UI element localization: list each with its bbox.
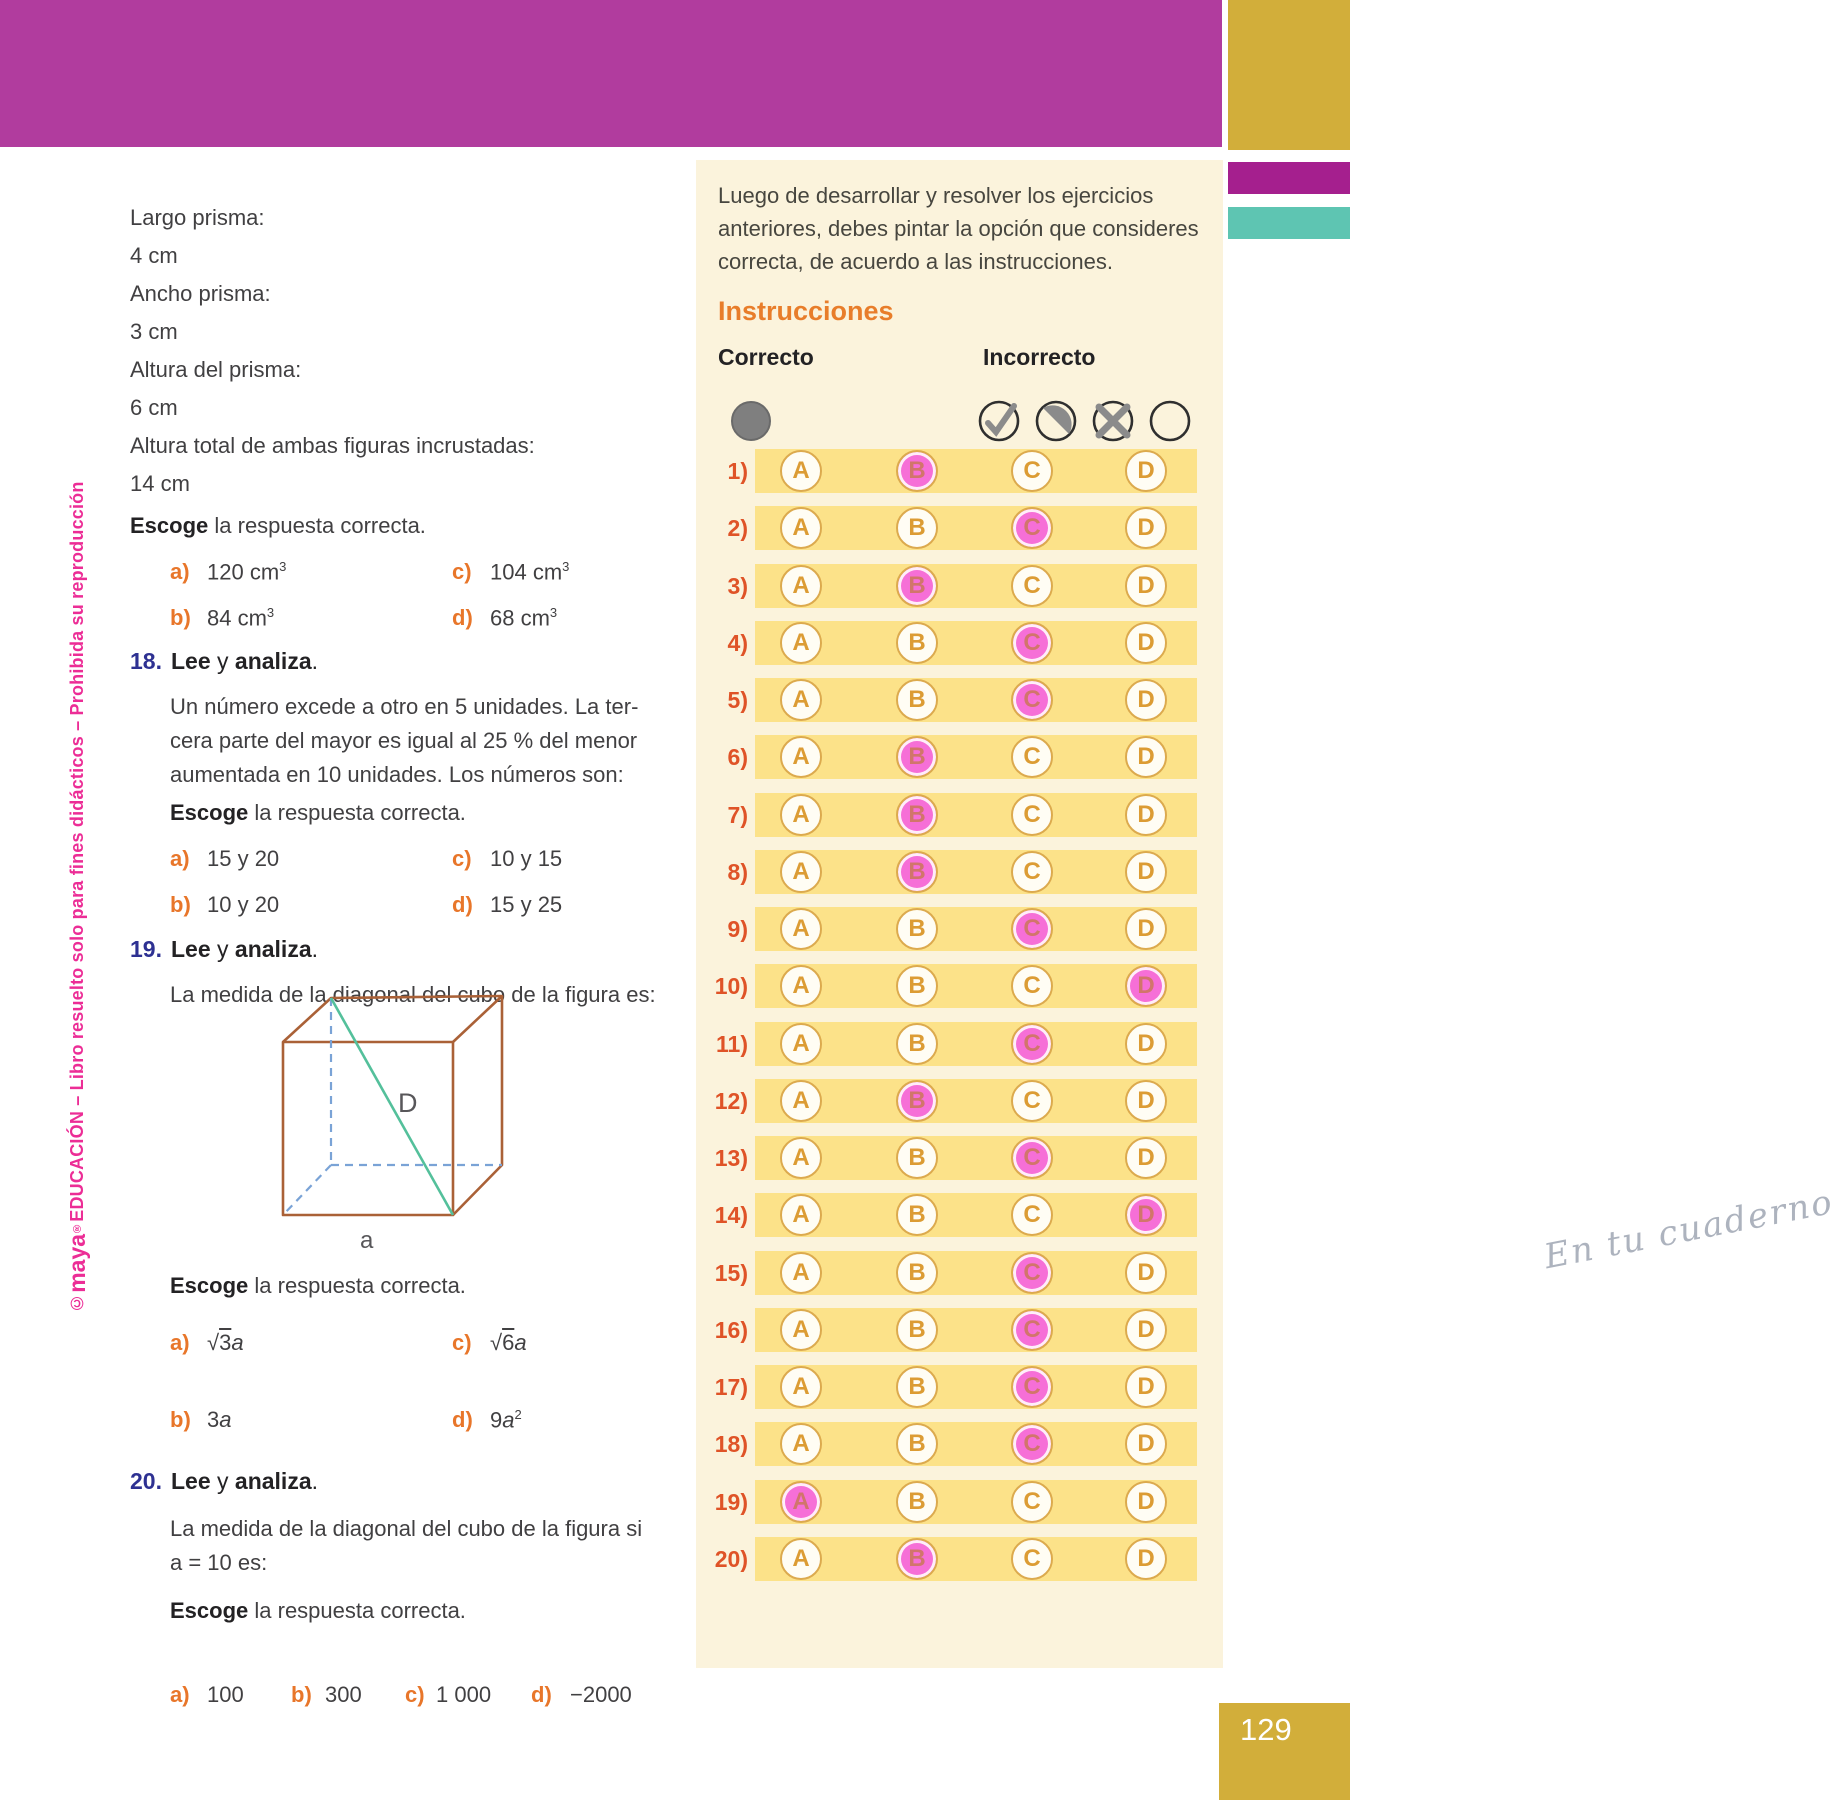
answer-row-number: 1) [727, 458, 748, 484]
bubble-B[interactable]: B [896, 908, 938, 950]
bubble-B[interactable]: B [896, 507, 938, 549]
option-letter: c) [452, 1330, 472, 1355]
bubble-B-selected[interactable]: B [896, 736, 938, 778]
top-banner [0, 0, 1222, 147]
bubble-B-selected[interactable]: B [896, 851, 938, 893]
choose-answer-line: Escoge la respuesta correcta. [170, 1598, 466, 1623]
answer-row-number: 2) [727, 515, 748, 541]
option-letter: b) [170, 892, 191, 917]
bubble-D[interactable]: D [1125, 1481, 1167, 1523]
registered-icon: ® [71, 1221, 83, 1234]
bubble-A[interactable]: A [780, 450, 822, 492]
answer-row-number: 19) [714, 1489, 748, 1515]
option-letter: a) [170, 1682, 190, 1707]
option-value: $9a^2$ [490, 1407, 522, 1433]
bubble-B-selected[interactable]: B [896, 1538, 938, 1580]
option-letter: c) [452, 846, 472, 871]
option-letter: d) [452, 605, 473, 630]
copyright-symbol: © [67, 1292, 87, 1313]
option-value: 68 $cm^3$ [490, 605, 558, 631]
option-value: 10 y 15 [490, 846, 563, 871]
answer-row-number: 7) [727, 802, 748, 828]
choose-answer-line: Escoge la respuesta correcta. [170, 800, 466, 825]
bubble-D[interactable]: D [1125, 1080, 1167, 1122]
bubble-B[interactable]: B [896, 1137, 938, 1179]
empty-circle-icon [1147, 398, 1193, 444]
option-value: −2000 [570, 1682, 632, 1707]
prism-fact-line: Ancho prisma: [130, 281, 271, 306]
bubble-B[interactable]: B [896, 1309, 938, 1351]
bubble-D[interactable]: D [1125, 736, 1167, 778]
bubble-C[interactable]: C [1011, 1481, 1053, 1523]
question-18-text-line: aumentada en 10 unidades. Los números son: [170, 762, 624, 787]
bubble-C-selected[interactable]: C [1011, 1137, 1053, 1179]
page-number: 129 [1240, 1712, 1292, 1747]
bubble-D[interactable]: D [1125, 1423, 1167, 1465]
option-value: 300 [325, 1682, 362, 1707]
bubble-C-selected[interactable]: C [1011, 908, 1053, 950]
bubble-B[interactable]: B [896, 1481, 938, 1523]
answer-row-number: 4) [727, 630, 748, 656]
option-value: 15 y 25 [490, 892, 563, 917]
bubble-D[interactable]: D [1125, 1023, 1167, 1065]
bubble-A[interactable]: A [780, 736, 822, 778]
bubble-A[interactable]: A [780, 1080, 822, 1122]
bubble-D[interactable]: D [1125, 507, 1167, 549]
answer-row-number: 18) [714, 1431, 748, 1457]
bubble-B[interactable]: B [896, 1252, 938, 1294]
bubble-A[interactable]: A [780, 851, 822, 893]
option-letter: b) [291, 1682, 312, 1707]
bubble-B[interactable]: B [896, 1194, 938, 1236]
bubble-D[interactable]: D [1125, 679, 1167, 721]
answer-row-number: 17) [714, 1374, 748, 1400]
bubble-D[interactable]: D [1125, 794, 1167, 836]
option-value: 10 y 20 [207, 892, 280, 917]
answer-row-number: 9) [727, 916, 748, 942]
bubble-C[interactable]: C [1011, 851, 1053, 893]
bubble-B-selected[interactable]: B [896, 450, 938, 492]
question-20-text-line: La medida de la diagonal del cubo de la figura si [170, 1516, 643, 1541]
bubble-A[interactable]: A [780, 1423, 822, 1465]
bubble-B[interactable]: B [896, 1423, 938, 1465]
question-heading: 20. Lee y analiza. [130, 1468, 319, 1494]
bubble-D[interactable]: D [1125, 908, 1167, 950]
answer-row-number: 20) [714, 1546, 748, 1572]
bubble-C-selected[interactable]: C [1011, 1023, 1053, 1065]
option-value: 104 $cm^3$ [490, 559, 570, 585]
teal-accent-bar [1228, 207, 1350, 239]
question-18-text-line: cera parte del mayor es igual al 25 % del menor [170, 728, 638, 753]
bubble-C-selected[interactable]: C [1011, 1252, 1053, 1294]
option-value: 15 y 20 [207, 846, 280, 871]
bubble-D[interactable]: D [1125, 851, 1167, 893]
answer-sheet-intro-line: anteriores, debes pintar la opción que consideres [718, 216, 1199, 241]
bubble-C-selected[interactable]: C [1011, 679, 1053, 721]
bubble-B-selected[interactable]: B [896, 1080, 938, 1122]
option-letter: c) [452, 559, 472, 584]
bubble-B[interactable]: B [896, 679, 938, 721]
page-number-box [1219, 1703, 1350, 1800]
bubble-A[interactable]: A [780, 1137, 822, 1179]
bubble-A[interactable]: A [780, 565, 822, 607]
prism-fact-line: Altura total de ambas figuras incrustadas: [130, 433, 535, 458]
copyright-vertical-text [64, 455, 106, 1313]
answer-row-number: 14) [714, 1202, 748, 1228]
check-circle-icon [976, 398, 1022, 444]
option-value: 3a [207, 1407, 232, 1432]
answer-sheet-panel [696, 160, 1837, 1668]
question-18-text-line: Un número excede a otro en 5 unidades. La ter- [170, 694, 639, 719]
bubble-B-selected[interactable]: B [896, 565, 938, 607]
prism-fact-line: 4 cm [130, 243, 178, 268]
bubble-D[interactable]: D [1125, 622, 1167, 664]
option-value: 84 $cm^3$ [207, 605, 275, 631]
bubble-D[interactable]: D [1125, 1252, 1167, 1294]
answer-row-number: 12) [714, 1088, 748, 1114]
bubble-D[interactable]: D [1125, 1538, 1167, 1580]
answer-sheet-intro-line: correcta, de acuerdo a las instrucciones. [718, 249, 1113, 274]
question-19-text-line: La medida de la diagonal del cubo de la figura es: [170, 982, 656, 1007]
prism-fact-line: 6 cm [130, 395, 178, 420]
option-letter: a) [170, 559, 190, 584]
option-letter: b) [170, 605, 191, 630]
question-heading: 18. Lee y analiza. [130, 648, 319, 674]
bubble-C[interactable]: C [1011, 1194, 1053, 1236]
bubble-C[interactable]: C [1011, 965, 1053, 1007]
instructions-title: Instrucciones [718, 296, 894, 326]
option-value: 1 000 [436, 1682, 492, 1707]
filled-circle-icon [728, 398, 774, 444]
bubble-C[interactable]: C [1011, 794, 1053, 836]
bubble-B-selected[interactable]: B [896, 794, 938, 836]
bubble-B[interactable]: B [896, 1023, 938, 1065]
bubble-A[interactable]: A [780, 622, 822, 664]
option-letter: d) [452, 892, 473, 917]
bubble-D[interactable]: D [1125, 1137, 1167, 1179]
option-value: √6a [490, 1330, 527, 1355]
bubble-D-selected[interactable]: D [1125, 965, 1167, 1007]
bubble-A[interactable]: A [780, 1309, 822, 1351]
option-letter: d) [531, 1682, 552, 1707]
bubble-C[interactable]: C [1011, 736, 1053, 778]
cube-figure [250, 985, 540, 1255]
answer-row-number: 3) [727, 573, 748, 599]
half-circle-icon [1033, 398, 1079, 444]
bubble-A[interactable]: A [780, 965, 822, 1007]
answer-row-number: 5) [727, 687, 748, 713]
bubble-D[interactable]: D [1125, 565, 1167, 607]
answer-sheet-intro-line: Luego de desarrollar y resolver los ejercicios [718, 183, 1154, 208]
brand-education: EDUCACIÓN [67, 1110, 87, 1222]
en-tu-cuaderno-watermark: En tu cuaderno [1541, 1181, 1837, 1278]
prism-fact-line: Altura del prisma: [130, 357, 302, 382]
bubble-A[interactable]: A [780, 507, 822, 549]
bubble-D[interactable]: D [1125, 1309, 1167, 1351]
incorrect-label: Incorrecto [983, 344, 1096, 370]
option-letter: a) [170, 1330, 190, 1355]
bubble-A-selected[interactable]: A [780, 1481, 822, 1523]
bubble-A[interactable]: A [780, 908, 822, 950]
bubble-A[interactable]: A [780, 1023, 822, 1065]
bubble-B[interactable]: B [896, 622, 938, 664]
bubble-C-selected[interactable]: C [1011, 622, 1053, 664]
answer-row-number: 8) [727, 859, 748, 885]
corner-gold-block [1228, 0, 1350, 150]
choose-answer-line: Escoge la respuesta correcta. [170, 1273, 466, 1298]
choose-answer-line: Escoge la respuesta correcta. [130, 513, 426, 538]
edge-label: a [360, 1227, 374, 1254]
option-letter: d) [452, 1407, 473, 1432]
option-value: 120 $cm^3$ [207, 559, 287, 585]
prism-fact-line: Largo prisma: [130, 205, 265, 230]
bubble-D[interactable]: D [1125, 450, 1167, 492]
question-heading: 19. Lee y analiza. [130, 936, 319, 962]
bubble-C[interactable]: C [1011, 565, 1053, 607]
option-value: √3a [207, 1330, 244, 1355]
bubble-A[interactable]: A [780, 1538, 822, 1580]
answer-row-number: 13) [714, 1145, 748, 1171]
option-letter: b) [170, 1407, 191, 1432]
bubble-A[interactable]: A [780, 1252, 822, 1294]
brand-logo: maya [64, 1233, 90, 1293]
answer-row-number: 6) [727, 744, 748, 770]
bubble-B[interactable]: B [896, 1366, 938, 1408]
answer-row-number: 10) [714, 973, 748, 999]
bubble-C[interactable]: C [1011, 1538, 1053, 1580]
bubble-C-selected[interactable]: C [1011, 1423, 1053, 1465]
copyright-notice: – Libro resuelto solo para fines didácticos – Prohibida su reproducción [67, 481, 87, 1111]
x-circle-icon [1090, 398, 1136, 444]
bubble-B[interactable]: B [896, 965, 938, 1007]
bubble-A[interactable]: A [780, 794, 822, 836]
correct-label: Correcto [718, 344, 814, 370]
bubble-A[interactable]: A [780, 679, 822, 721]
diagonal-label: D [398, 1088, 418, 1118]
option-letter: a) [170, 846, 190, 871]
prism-fact-line: 14 cm [130, 471, 190, 496]
bubble-D[interactable]: D [1125, 1366, 1167, 1408]
bubble-C[interactable]: C [1011, 1080, 1053, 1122]
question-20-text-line: a = 10 es: [170, 1550, 268, 1575]
cube-diagonal-line [331, 998, 453, 1215]
bubble-D-selected[interactable]: D [1125, 1194, 1167, 1236]
bubble-C-selected[interactable]: C [1011, 1309, 1053, 1351]
prism-fact-line: 3 cm [130, 319, 178, 344]
bubble-A[interactable]: A [780, 1366, 822, 1408]
magenta-accent-bar [1228, 162, 1350, 194]
option-letter: c) [405, 1682, 425, 1707]
bubble-C-selected[interactable]: C [1011, 507, 1053, 549]
bubble-C[interactable]: C [1011, 450, 1053, 492]
bubble-A[interactable]: A [780, 1194, 822, 1236]
bubble-C-selected[interactable]: C [1011, 1366, 1053, 1408]
answer-row-number: 16) [714, 1317, 748, 1343]
option-value: 100 [207, 1682, 244, 1707]
answer-row-number: 15) [714, 1260, 748, 1286]
answer-row-number: 11) [716, 1031, 748, 1057]
